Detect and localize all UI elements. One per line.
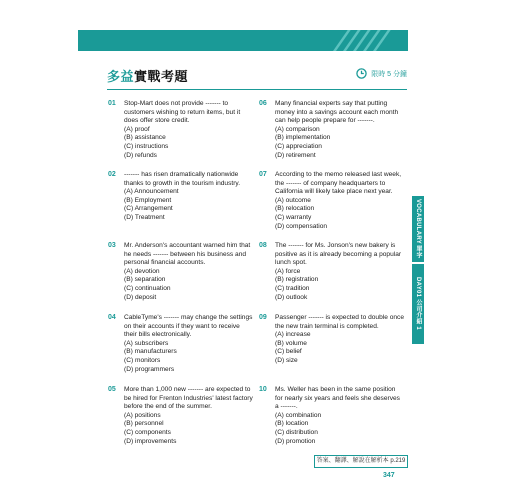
question-number: 10 [259,386,267,393]
option-d: (D) promotion [275,437,316,445]
title-row [107,66,407,86]
option-c: (C) Arrangement [124,205,173,213]
option-b: (B) location [275,420,309,428]
question-text: Mr. Anderson's accountant warned him that he needs ------- between his business and personal financial accounts. [124,242,251,267]
option-c: (C) tradition [275,284,310,292]
option-a: (A) subscribers [124,339,169,347]
question-number: 07 [259,171,267,178]
question-text: Ms. Weller has been in the same position for nearly six years and feels she deserves a -------. [275,386,400,411]
question-04 [108,314,253,374]
question-10 [259,386,404,446]
option-d: (D) programmers [124,365,175,373]
option-d: (D) Treatment [124,213,165,221]
question-09 [259,314,404,366]
option-c: (C) warranty [275,213,312,221]
side-tab-day-label: DAY01 公司介紹 1 [415,277,421,331]
question-text: The ------- for Ms. Jonson's new bakery is positive as it is already becoming a popular lunch spot. [275,242,402,267]
option-c: (C) components [124,428,171,436]
question-text: CableTyme's ------- may change the settings on their accounts if they want to receive their bills electronically. [124,314,253,339]
option-b: (B) personnel [124,420,164,428]
option-b: (B) assistance [124,134,166,142]
option-a: (A) combination [275,411,322,419]
option-d: (D) compensation [275,222,328,230]
option-b: (B) registration [275,276,319,284]
question-number: 03 [108,242,116,249]
question-text: Passenger ------- is expected to double once the new train terminal is completed. [275,314,405,330]
side-tab-day [412,264,424,344]
option-d: (D) outlook [275,293,308,301]
question-text: More than 1,000 new ------- are expected to be hired for Frenton Industries' latest factory before the end of the summer. [124,386,253,411]
side-tab-vocabulary-label: VOCABULARY 單字 [415,199,421,259]
option-a: (A) proof [124,125,150,133]
clock-icon [356,68,367,79]
answer-reference-box: 答案、翻譯、解說在解析本 p.219 [314,455,408,468]
option-b: (B) relocation [275,205,315,213]
title-divider [107,89,407,90]
question-text: ------- has risen dramatically nationwide thanks to growth in the tourism industry. [124,171,241,187]
option-c: (C) belief [275,348,302,356]
question-number: 04 [108,314,116,321]
option-d: (D) improvements [124,437,177,445]
option-b: (B) implementation [275,134,331,142]
option-b: (B) volume [275,339,307,347]
option-b: (B) Employment [124,196,172,204]
option-c: (C) instructions [124,142,169,150]
option-a: (A) force [275,267,301,275]
option-c: (C) monitors [124,356,161,364]
option-a: (A) increase [275,331,311,339]
option-c: (C) continuation [124,284,171,292]
question-08 [259,242,404,302]
question-number: 08 [259,242,267,249]
option-d: (D) retirement [275,151,316,159]
option-d: (D) size [275,356,298,364]
option-d: (D) deposit [124,293,157,301]
option-b: (B) manufacturers [124,348,177,356]
question-number: 06 [259,100,267,107]
option-b: (B) separation [124,276,166,284]
option-a: (A) outcome [275,196,311,204]
question-text: According to the memo released last week, the ------- of company headquarters to California will likely take place next year. [275,171,402,196]
option-a: (A) Announcement [124,188,179,196]
question-number: 02 [108,171,116,178]
question-06 [259,100,404,160]
option-d: (D) refunds [124,151,157,159]
header-banner [78,30,408,51]
question-number: 09 [259,314,267,321]
question-number: 05 [108,386,116,393]
option-c: (C) distribution [275,428,318,436]
question-07 [259,171,404,231]
timer [356,68,407,79]
option-a: (A) comparison [275,125,320,133]
question-01 [108,100,253,160]
question-text: Stop-Mart does not provide ------- to customers wishing to return items, but it does offer store credit. [124,100,241,125]
option-c: (C) appreciation [275,142,322,150]
option-a: (A) positions [124,411,161,419]
side-tab-vocabulary [412,196,424,262]
question-number: 01 [108,100,116,107]
option-a: (A) devotion [124,267,160,275]
page-number: 347 [383,472,395,479]
question-05 [108,386,253,446]
page-title: 多益實戰考題 [107,69,189,84]
timer-label: 限時 5 分鐘 [371,70,407,78]
question-02 [108,171,253,223]
question-03 [108,242,253,302]
question-text: Many financial experts say that putting money into a savings account each month can help people prepare for -------. [275,100,399,125]
